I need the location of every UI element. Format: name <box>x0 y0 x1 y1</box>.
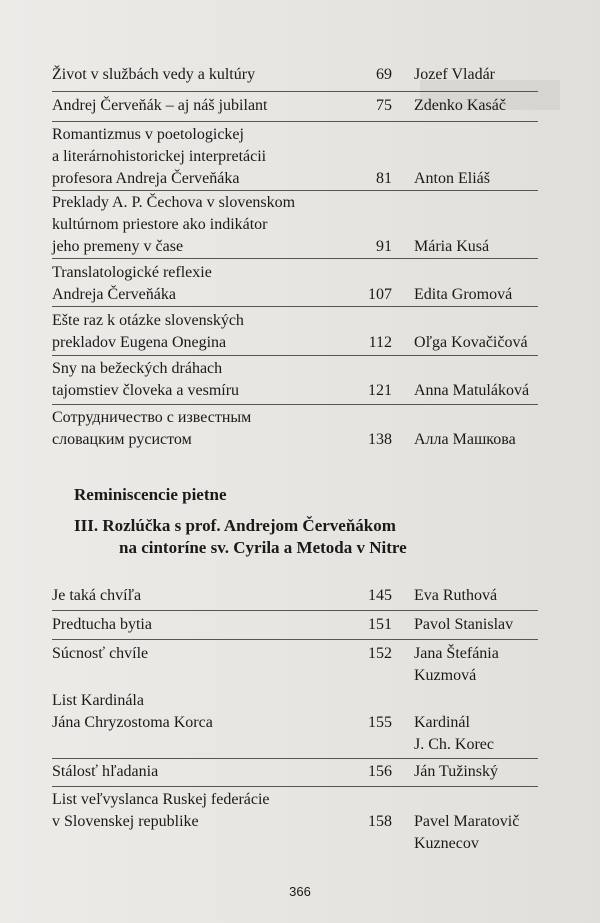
toc-title: Predtucha bytia <box>52 616 152 633</box>
toc-title: Preklady A. P. Čechova v slovenskom kultúrnom priestore ako indikátor jeho premeny v čase <box>52 194 296 255</box>
toc-author: Pavol Stanislav <box>414 616 514 633</box>
toc-author: Mária Kusá <box>414 238 490 255</box>
toc-author: Алла Машкова <box>414 431 516 448</box>
toc-title: Ešte raz k otázke slovenských prekladov Eugena Onegina <box>52 312 244 351</box>
divider <box>52 306 538 307</box>
toc-page-number: 107 <box>368 286 392 303</box>
toc-author: Jana Štefánia Kuzmová <box>414 645 499 684</box>
toc-page-number: 156 <box>368 763 392 780</box>
toc-author: Edita Gromová <box>414 286 513 303</box>
toc-author: Kardinál J. Ch. Korec <box>414 714 494 753</box>
toc-author: Eva Ruthová <box>414 587 498 604</box>
toc-page-number: 158 <box>368 813 392 830</box>
toc-title: Súcnosť chvíle <box>52 645 149 662</box>
toc-author: Jozef Vladár <box>414 66 495 83</box>
divider <box>52 91 538 92</box>
toc-page-number: 91 <box>376 238 392 255</box>
toc-page-number: 121 <box>368 382 392 399</box>
toc-title: Romantizmus v poetologickej a literárnohistorickej interpretácii profesora Andreja Červeňáka <box>52 126 267 187</box>
divider <box>52 190 538 191</box>
page-number-footer: 366 <box>289 884 311 899</box>
section-subheading: na cintoríne sv. Cyrila a Metoda v Nitre <box>119 538 407 557</box>
divider <box>52 639 538 640</box>
divider <box>52 610 538 611</box>
toc-title: Stálosť hľadania <box>52 763 159 780</box>
toc-title: List Kardinála Jána Chryzostoma Korca <box>52 692 213 731</box>
toc-title: Sny na bežeckých dráhach tajomstiev človeka a vesmíru <box>52 360 240 399</box>
section-subheading: III. Rozlúčka s prof. Andrejom Červeňákom <box>74 516 396 535</box>
toc-title: Život v službách vedy a kultúry <box>52 66 256 83</box>
toc-author: Oľga Kovačičová <box>414 334 528 351</box>
toc-page-number: 145 <box>368 587 392 604</box>
toc-page-number: 75 <box>376 97 392 114</box>
toc-page-number: 69 <box>376 66 392 83</box>
toc-author: Ján Tužinský <box>414 763 499 780</box>
toc-page-number: 112 <box>368 334 392 351</box>
toc-title: Сотрудничество с известным словацким русистом <box>52 409 252 448</box>
toc-page-number: 152 <box>368 645 392 662</box>
toc-title: List veľvyslanca Ruskej federácie v Slovenskej republike <box>52 791 270 830</box>
divider <box>52 786 538 787</box>
divider <box>52 258 538 259</box>
toc-page-number: 81 <box>376 170 392 187</box>
divider <box>52 355 538 356</box>
toc-title: Translatologické reflexie Andreja Červeňáka <box>52 264 212 303</box>
toc-page-number: 138 <box>368 431 392 448</box>
divider <box>52 758 538 759</box>
divider <box>52 404 538 405</box>
toc-author: Anton Eliáš <box>414 170 490 187</box>
toc-title: Je taká chvíľa <box>52 587 142 604</box>
toc-author: Pavel Maratovič Kuznecov <box>414 813 520 852</box>
divider <box>52 121 538 122</box>
toc-page-number: 155 <box>368 714 392 731</box>
toc-author: Anna Matuláková <box>414 382 530 399</box>
toc-title: Andrej Červeňák – aj náš jubilant <box>52 97 268 114</box>
toc-page-number: 151 <box>368 616 392 633</box>
section-heading: Reminiscencie pietne <box>74 485 227 504</box>
toc-author: Zdenko Kasáč <box>414 97 506 114</box>
